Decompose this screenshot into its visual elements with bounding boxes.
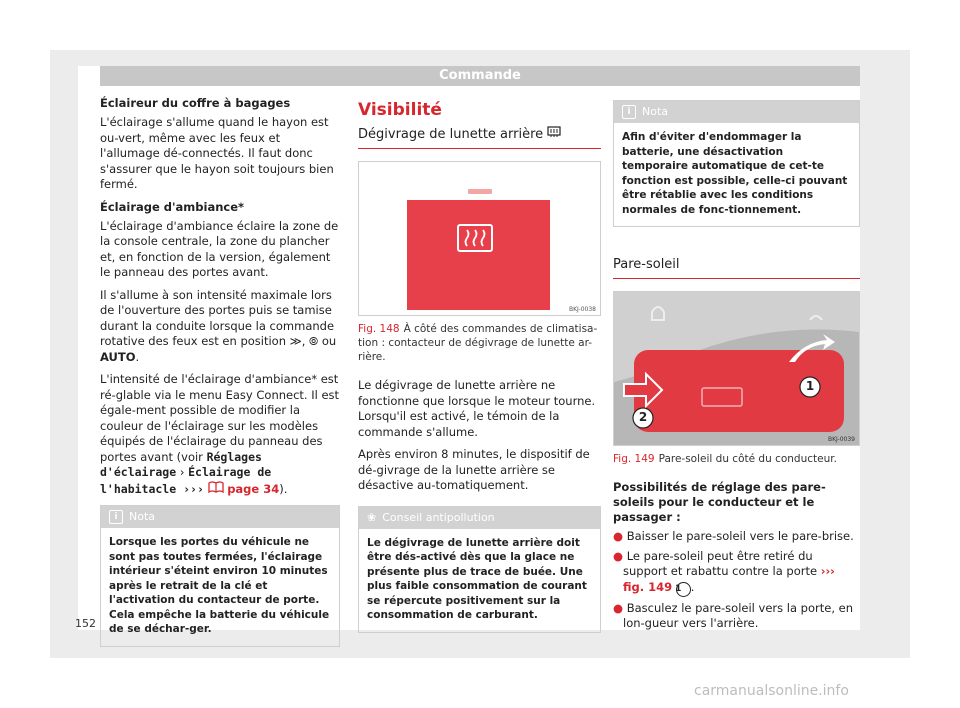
note-label: Nota [129, 510, 156, 523]
bullet-icon: ● [613, 548, 627, 563]
heading-ambient-light: Éclairage d'ambiance* [100, 199, 245, 214]
text: . [135, 349, 140, 364]
paragraph: L'éclairage s'allume quand le hayon est ou-vert, même avec les feux et l'allumage dé-connectés. Il faut donc s'assurer que le hayon soit toujours bien fermé. [100, 115, 334, 191]
list-item [613, 549, 860, 597]
heading-trunk-light: Éclaireur du coffre à bagages [100, 96, 291, 110]
figure-149 [613, 291, 860, 446]
bullet-icon: ● [613, 600, 627, 615]
defrost-button-illustration [359, 162, 600, 315]
subsection-title: Pare-soleil [613, 257, 860, 279]
note-box [100, 505, 340, 647]
sun-visor-illustration [614, 292, 859, 445]
text: › [176, 465, 189, 479]
text: ou [318, 334, 337, 348]
figure-link[interactable]: ››› fig. 149 [623, 564, 835, 594]
tip-text: Le dégivrage de lunette arrière doit être dés-activé dès que la glace ne présente plus de trace de buée. Une plus faible consommation de courant se répercute positivement sur la consommation de carburant. [367, 536, 587, 621]
section-title: Visibilité [358, 100, 442, 120]
book-icon [208, 482, 228, 496]
tip-header [359, 507, 600, 529]
figure-number: Fig. 149 [613, 453, 655, 465]
callout-2: 2 [638, 410, 648, 424]
menu-path: Éclairage de l'habitacle [100, 465, 272, 496]
column-right [613, 96, 860, 636]
figure-148 [358, 161, 601, 316]
parking-light-icon: ⦾ [309, 334, 319, 348]
text: . [690, 579, 695, 594]
paragraph: Le dégivrage de lunette arrière ne fonctionne que lorsque le moteur tourne. Lorsqu'il est activé, le témoin de la commande s'allume. [358, 378, 596, 439]
list-text: Basculez le pare-soleil vers la porte, en lon-gueur vers l'arrière. [623, 600, 853, 630]
note-text: Afin d'éviter d'endommager la batterie, une désactivation temporaire automatique de cet-te fonction est possible, celle-ci pouvant être rétablie avec les conditions normales de fonc-tionnement. [622, 131, 848, 216]
figure-caption [613, 452, 860, 466]
list-item [613, 529, 860, 545]
menu-path: Réglages d'éclairage [100, 449, 262, 479]
subtitle-text: Dégivrage de lunette arrière [358, 127, 544, 142]
caption-text: Pare-soleil du côté du conducteur. [658, 453, 837, 465]
heading-visor-settings: Possibilités de réglage des pare-soleils pour le conducteur et le passager : [613, 480, 826, 524]
list-item [613, 601, 860, 632]
figure-number: Fig. 148 [358, 323, 400, 335]
figure-code: BKJ-0039 [827, 436, 855, 443]
rear-defrost-icon [547, 127, 561, 142]
figure-caption [358, 322, 601, 364]
note-header [614, 101, 859, 123]
paragraph: Après environ 8 minutes, le dispositif de dé-givrage de la lunette arrière se désactive au-tomatiquement. [358, 447, 590, 492]
info-icon: i [622, 105, 636, 119]
tip-box [358, 506, 601, 633]
subsection-title [358, 126, 601, 149]
info-icon: i [109, 510, 123, 524]
note-label: Nota [642, 105, 669, 118]
text: Il s'allume à son intensité maximale lors de l'ouverture des portes puis se tamise durant la conduite lorsque la commande rotative des feux est en position [100, 287, 335, 348]
bullet-icon: ● [613, 529, 627, 543]
callout-ref-1: 1 [676, 582, 691, 597]
callout-1: 1 [805, 379, 815, 393]
page-link[interactable]: page 34 [227, 481, 280, 496]
watermark: carmanualsonline.info [694, 683, 849, 699]
list-text: Le pare-soleil peut être retiré du support et rabattu contre la porte [623, 548, 821, 578]
paragraph [100, 372, 340, 497]
light-switch-icon: ≫ [289, 334, 302, 348]
leaf-icon: ❀ [367, 510, 377, 524]
page-header: Commande [100, 66, 860, 86]
caption-text: À côté des commandes de climatisa-tion : contacteur de dégivrage de lunette ar-rière. [358, 323, 598, 363]
page-number: 152 [75, 617, 96, 630]
auto-symbol: AUTO [100, 349, 136, 364]
note-box [613, 100, 860, 227]
note-text: Lorsque les portes du véhicule ne sont pas toutes fermées, l'éclairage intérieur s'éteint environ 10 minutes après le retrait de la clé et l'activation du contacteur de porte. Cela empêche la batterie du véhicule de se déchar-ger. [109, 536, 330, 635]
list-text: Baisser le pare-soleil vers le pare-brise. [626, 529, 854, 543]
column-middle [358, 96, 601, 633]
arrow: ››› [176, 481, 204, 496]
figure-code: BKJ-0038 [568, 306, 596, 313]
note-header [101, 506, 339, 528]
tip-label: Conseil antipollution [382, 510, 495, 524]
text: L'intensité de l'éclairage d'ambiance* est ré-glable via le menu Easy Connect. Il est égale-ment possible de modifier la couleur de l'éclairage sur les modèles équipés de l'éclairage du panneau des portes avant (voir [100, 372, 340, 464]
column-left [100, 96, 340, 647]
paragraph: Il s'allume à son intensité maximale lors de l'ouverture des portes puis se tamise durant la conduite lorsque la commande rotative des feux est en position ≫, ⦾ ou AUTO. [100, 287, 337, 364]
text: ). [279, 481, 288, 496]
paragraph: L'éclairage d'ambiance éclaire la zone de la console centrale, la zone du plancher et, en fonction de la version, également le panneau des portes avant. [100, 218, 339, 279]
